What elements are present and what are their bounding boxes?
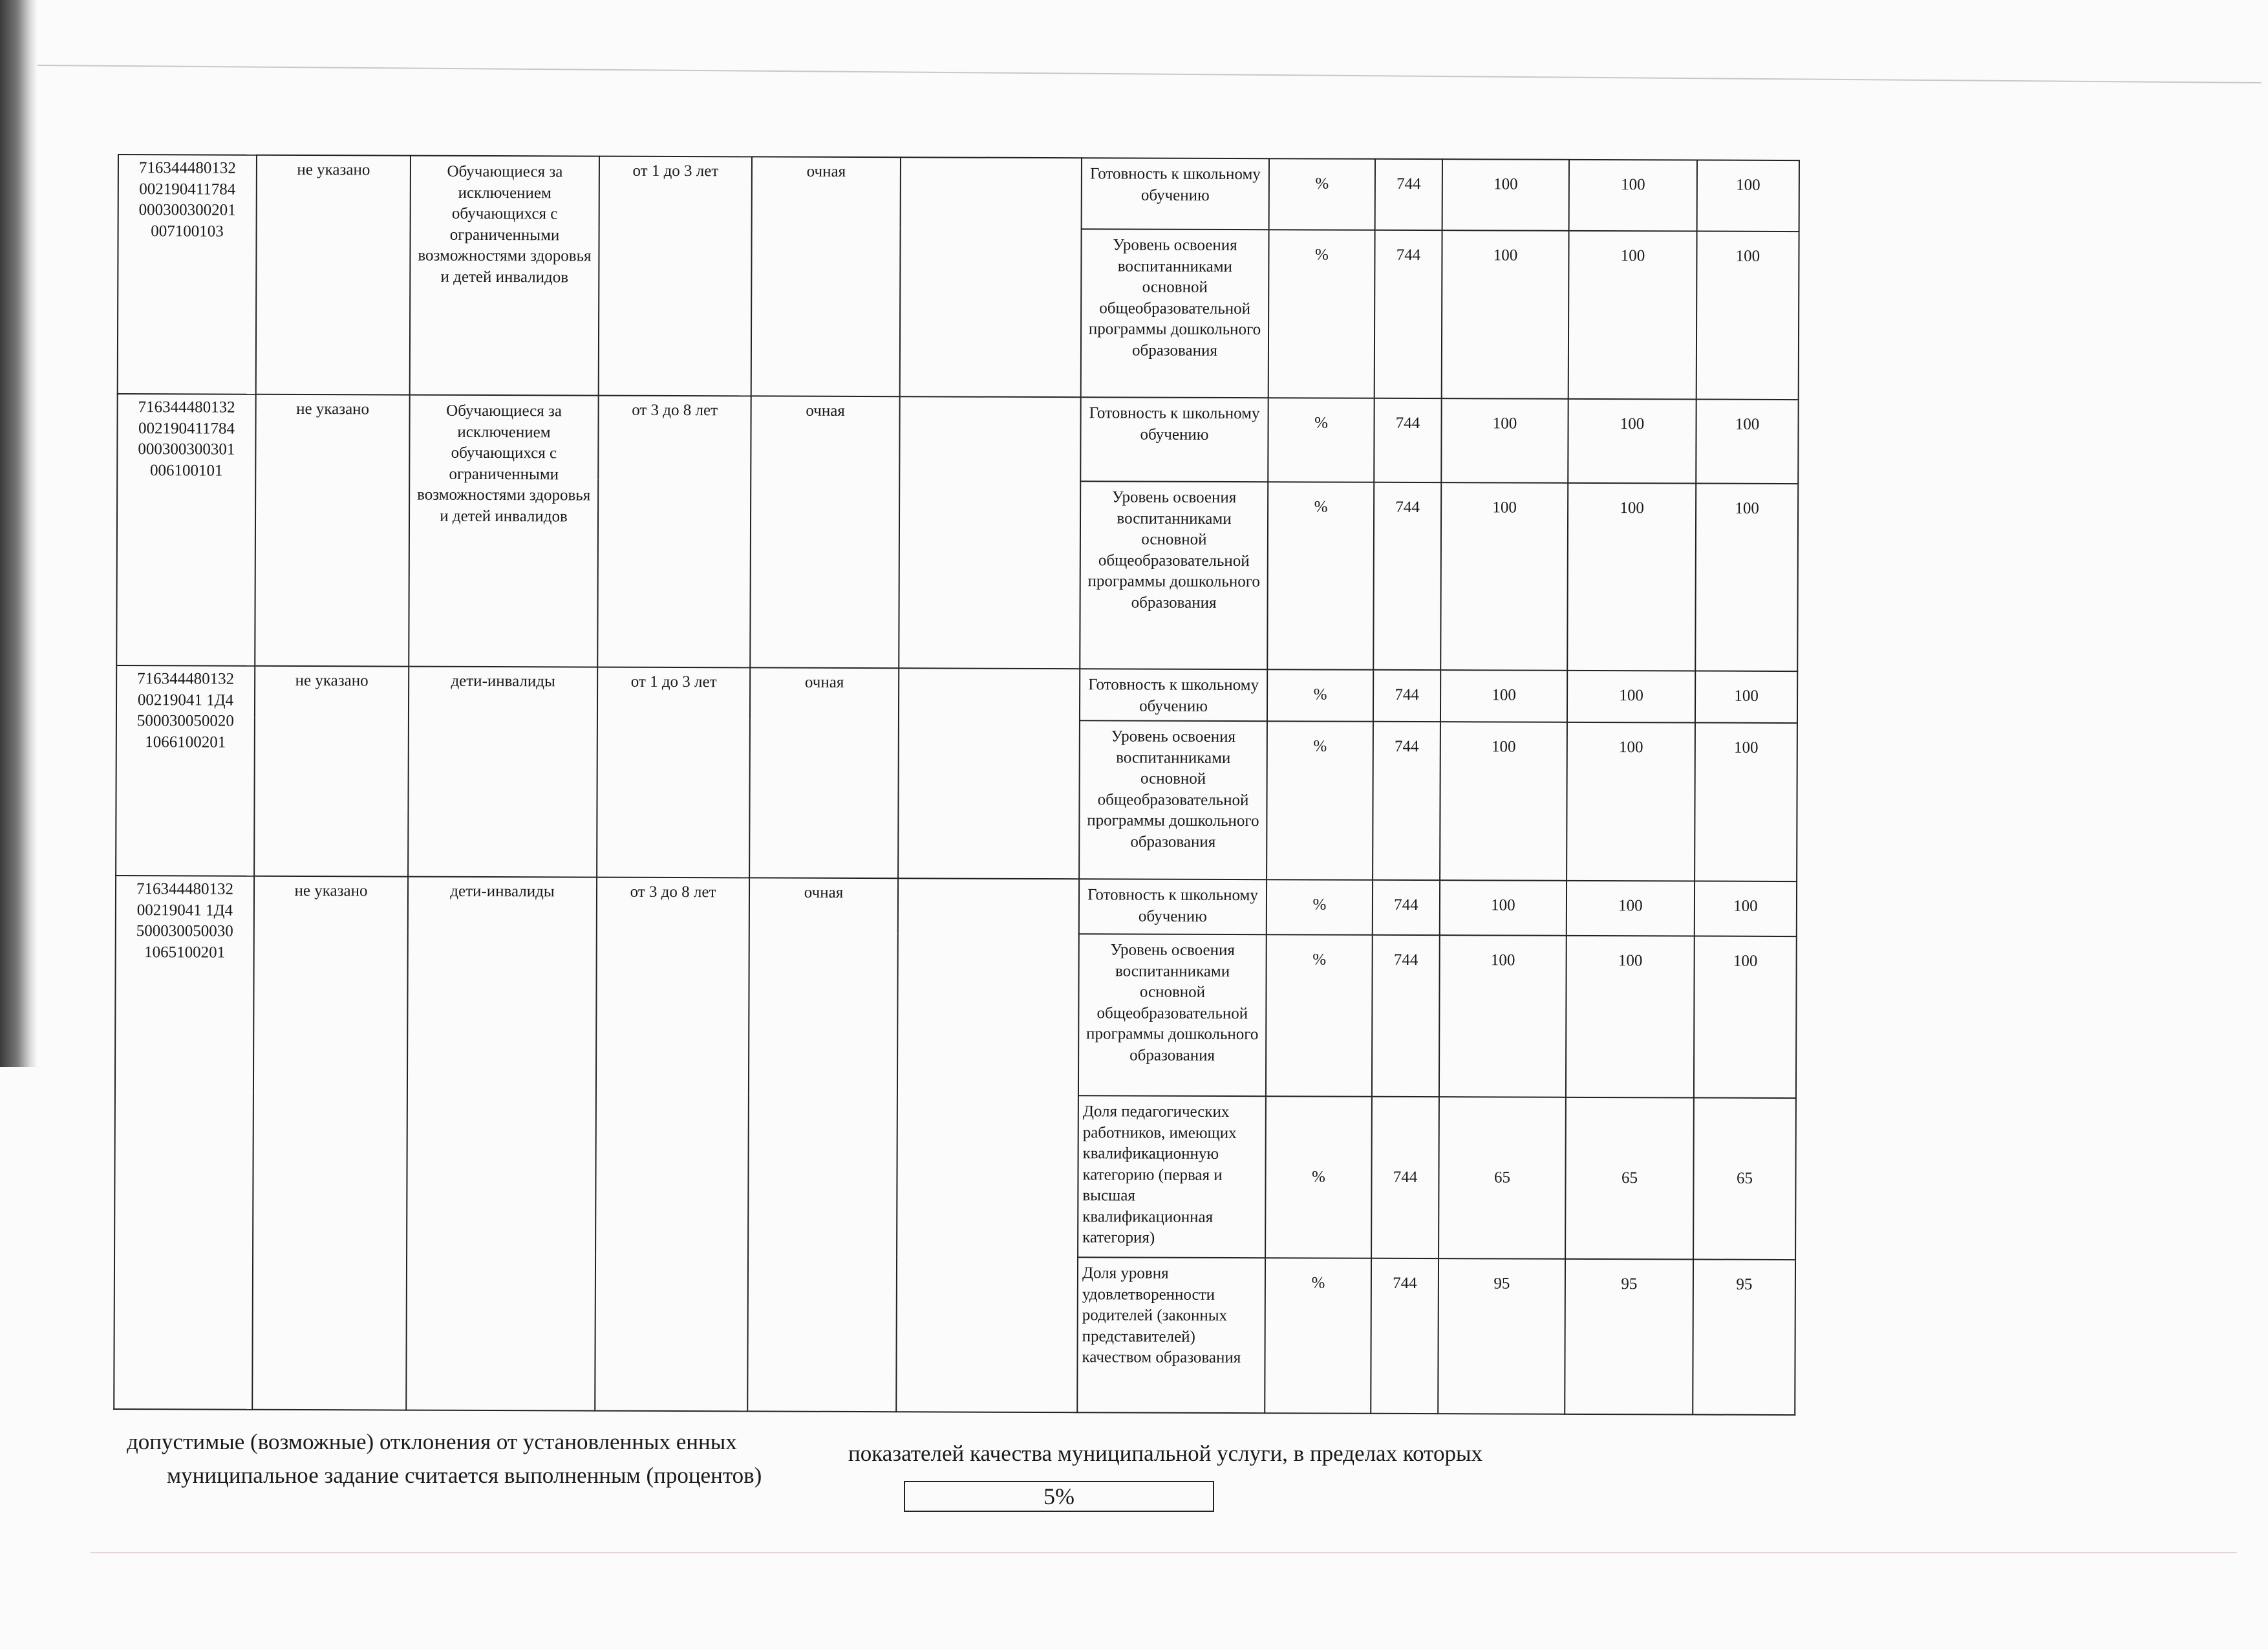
value-year3: 100 — [1696, 232, 1799, 400]
content-cell: не указано — [254, 666, 409, 877]
registry-code: 716344480132 002190411784 000300300201 007100103 — [118, 155, 257, 394]
indicator-name: Доля педагогических работников, имеющих квалификационную категорию (первая и высшая квалификационная категория) — [1078, 1095, 1266, 1258]
value-year2: 100 — [1567, 881, 1695, 936]
value-year1: 100 — [1441, 398, 1568, 483]
unit-cell: % — [1267, 879, 1373, 935]
unit-cell: % — [1267, 669, 1373, 722]
quality-indicators-table — [113, 154, 1800, 1416]
content-cell: не указано — [255, 394, 409, 667]
indicator-name: Уровень освоения воспитанниками основной общеобразовательной программы дошкольного образования — [1080, 481, 1268, 669]
value-year3: 95 — [1693, 1260, 1795, 1416]
unit-cell: % — [1265, 1258, 1371, 1414]
value-year1: 100 — [1439, 935, 1567, 1097]
value-year2: 100 — [1567, 671, 1695, 723]
indicator-name: Готовность к школьному обучению — [1082, 158, 1269, 230]
scan-bottom-edge — [91, 1552, 2237, 1553]
indicator-name: Доля уровня удовлетворенности родителей (законных представителей) качеством образования — [1077, 1257, 1265, 1413]
value-year1: 65 — [1439, 1097, 1566, 1259]
age-cell: от 3 до 8 лет — [595, 878, 749, 1412]
value-year3: 100 — [1694, 936, 1797, 1099]
table-row — [117, 394, 1798, 484]
okei-cell: 744 — [1372, 935, 1440, 1097]
unit-cell: % — [1269, 158, 1375, 230]
value-year3: 100 — [1695, 881, 1797, 937]
value-year1: 100 — [1440, 722, 1567, 881]
age-cell: от 3 до 8 лет — [597, 396, 751, 668]
empty-cell — [898, 668, 1080, 879]
value-year2: 65 — [1565, 1097, 1694, 1260]
okei-cell: 744 — [1373, 880, 1440, 935]
content-cell: не указано — [252, 876, 408, 1410]
unit-cell: % — [1268, 230, 1375, 398]
category-cell: Обучающиеся за исключением обучающихся с ограниченными возможностями здоровья и детей инвалидов — [410, 156, 599, 396]
category-cell: дети-инвалиды — [408, 667, 597, 878]
footer-line2: муниципальное задание считается выполненным (процентов) — [167, 1463, 762, 1488]
quality-indicators-table-container — [113, 154, 1799, 1414]
indicator-name: Готовность к школьному обучению — [1080, 669, 1267, 721]
okei-cell: 744 — [1375, 159, 1442, 230]
okei-cell: 744 — [1375, 230, 1442, 398]
value-year2: 100 — [1567, 483, 1696, 671]
unit-cell: % — [1265, 1096, 1372, 1258]
indicator-name: Готовность к школьному обучению — [1080, 397, 1268, 482]
indicator-name: Уровень освоения воспитанниками основной общеобразовательной программы дошкольного образования — [1079, 720, 1267, 879]
okei-cell: 744 — [1374, 398, 1441, 482]
okei-cell: 744 — [1371, 1097, 1439, 1258]
value-year2: 100 — [1569, 160, 1697, 232]
age-cell: от 1 до 3 лет — [597, 667, 750, 878]
scan-edge-shadow — [0, 0, 37, 1067]
form-cell: очная — [751, 156, 901, 396]
unit-cell: % — [1268, 398, 1374, 482]
value-year1: 95 — [1438, 1258, 1565, 1414]
empty-cell — [900, 157, 1082, 397]
scan-top-edge — [37, 65, 2262, 83]
deviation-percent-box: 5% — [904, 1481, 1214, 1512]
value-year1: 100 — [1442, 230, 1569, 399]
value-year1: 100 — [1440, 670, 1567, 722]
unit-cell: % — [1266, 934, 1373, 1097]
category-cell: Обучающиеся за исключением обучающихся с ограниченными возможностями здоровья и детей инвалидов — [409, 395, 598, 667]
age-cell: от 1 до 3 лет — [599, 156, 752, 396]
form-cell: очная — [750, 396, 899, 668]
category-cell: дети-инвалиды — [406, 877, 597, 1411]
value-year2: 100 — [1568, 231, 1697, 400]
footer-line1-left: допустимые (возможные) отклонения от установленных енных — [127, 1429, 737, 1454]
value-year3: 100 — [1696, 400, 1798, 484]
form-cell: очная — [747, 878, 898, 1412]
value-year2: 100 — [1566, 936, 1695, 1098]
indicator-name: Уровень освоения воспитанниками основной общеобразовательной программы дошкольного образования — [1081, 229, 1269, 398]
table-row — [118, 155, 1799, 232]
unit-cell: % — [1267, 721, 1373, 880]
empty-cell — [896, 878, 1079, 1412]
value-year2: 100 — [1568, 399, 1696, 484]
footer-line1-right: показателей качества муниципальной услуги, в пределах которых — [848, 1441, 1482, 1466]
empty-cell — [899, 396, 1080, 669]
value-year3: 100 — [1695, 671, 1797, 724]
value-year1: 100 — [1440, 880, 1567, 936]
content-cell: не указано — [256, 155, 411, 395]
indicator-name: Уровень освоения воспитанниками основной общеобразовательной программы дошкольного образования — [1078, 934, 1267, 1096]
value-year1: 100 — [1440, 482, 1568, 671]
value-year3: 65 — [1693, 1098, 1796, 1260]
value-year1: 100 — [1442, 159, 1569, 231]
indicator-name: Готовность к школьному обучению — [1079, 879, 1267, 934]
registry-code: 716344480132 002190411784 000300300301 006100101 — [116, 394, 255, 666]
value-year2: 100 — [1567, 722, 1695, 881]
value-year3: 100 — [1697, 160, 1799, 232]
unit-cell: % — [1267, 482, 1374, 670]
value-year3: 100 — [1695, 723, 1797, 882]
value-year3: 100 — [1695, 484, 1798, 672]
okei-cell: 744 — [1373, 482, 1441, 670]
registry-code: 716344480132 00219041 1Д4 500030050030 1065100201 — [114, 876, 254, 1410]
okei-cell: 744 — [1371, 1258, 1439, 1414]
value-year2: 95 — [1565, 1259, 1693, 1415]
form-cell: очная — [749, 667, 899, 878]
okei-cell: 744 — [1373, 670, 1440, 722]
registry-code: 716344480132 00219041 1Д4 500030050020 1066100201 — [116, 665, 255, 876]
table-row — [116, 876, 1797, 936]
table-row — [116, 665, 1797, 723]
okei-cell: 744 — [1373, 722, 1440, 880]
